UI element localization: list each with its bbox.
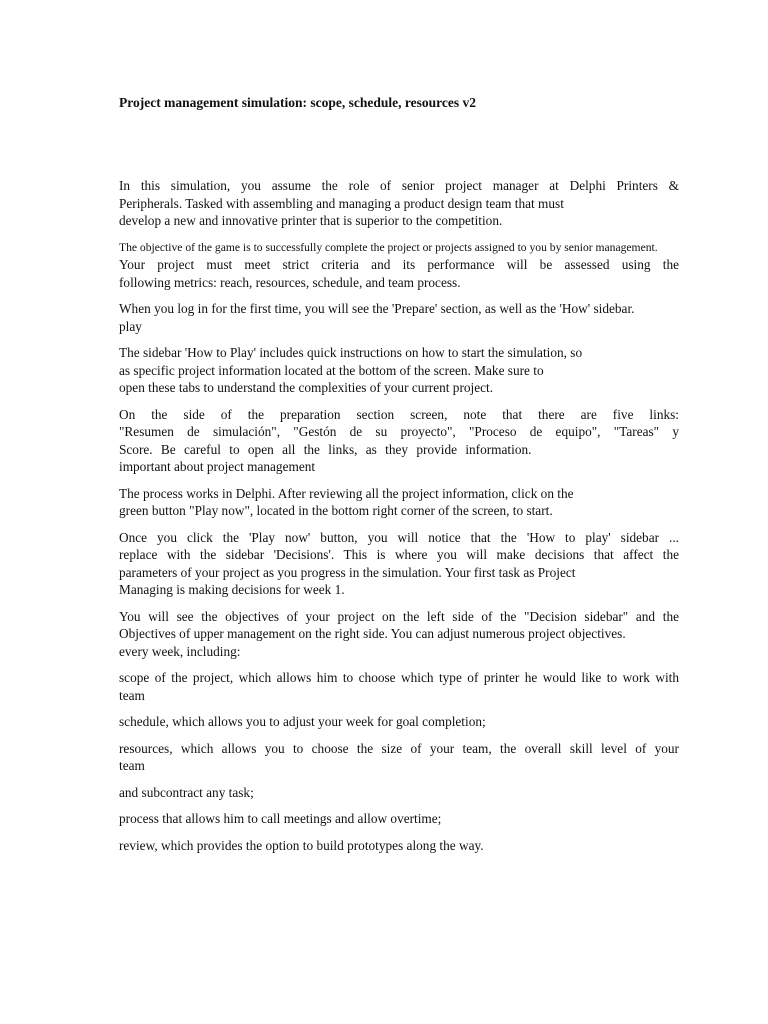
text-line: resources, which allows you to choose the size of your team, the overall skill level of your <box>119 740 679 756</box>
text-line: Your project must meet strict criteria and its performance will be assessed using the <box>119 257 679 272</box>
text-line: replace with the sidebar 'Decisions'. This is where you will make decisions that affect the <box>119 547 679 562</box>
text-line: review, which provides the option to build prototypes along the way. <box>119 837 484 853</box>
text-line: Peripherals. Tasked with assembling and managing a product design team that must <box>119 195 564 211</box>
text-line: Objectives of upper management on the right side. You can adjust numerous project objectives. <box>119 626 626 641</box>
text-line: Score. Be careful to open all the links, as they provide information. <box>119 441 532 457</box>
text-line: In this simulation, you assume the role of senior project manager at Delphi Printers & <box>119 178 679 193</box>
paragraph-scope <box>119 669 679 704</box>
paragraph-review <box>119 837 679 855</box>
document-body <box>119 177 679 854</box>
text-line: open these tabs to understand the complexities of your current project. <box>119 380 494 395</box>
text-line: play <box>119 318 142 334</box>
text-line: every week, including: <box>119 643 241 659</box>
text-line: important about project management <box>119 459 316 474</box>
text-line: The sidebar 'How to Play' includes quick instructions on how to start the simulation, so <box>119 345 583 360</box>
text-line: team <box>119 758 145 773</box>
text-line: Once you click the 'Play now' button, you will notice that the 'How to play' sidebar ... <box>119 529 679 545</box>
document-title: Project management simulation: scope, schedule, resources v2 <box>119 95 476 110</box>
text-line: scope of the project, which allows him to choose which type of printer he would like to work with <box>119 670 679 685</box>
text-line: develop a new and innovative printer that is superior to the competition. <box>119 213 503 228</box>
text-line: schedule, which allows you to adjust your week for goal completion; <box>119 714 486 729</box>
text-line: The process works in Delphi. After reviewing all the project information, click on the <box>119 485 574 501</box>
text-line: following metrics: reach, resources, schedule, and team process. <box>119 274 461 290</box>
paragraph-login <box>119 300 679 335</box>
paragraph-how-to-play <box>119 344 679 397</box>
text-line: as specific project information located at the bottom of the screen. Make sure to <box>119 362 544 378</box>
text-line: green button "Play now", located in the bottom right corner of the screen, to start. <box>119 503 553 518</box>
text-line: team <box>119 687 145 703</box>
text-line: On the side of the preparation section screen, note that there are five links: <box>119 406 679 422</box>
text-line: parameters of your project as you progress in the simulation. Your first task as Project <box>119 564 576 580</box>
text-line: When you log in for the first time, you will see the 'Prepare' section, as well as the 'How' sidebar. <box>119 301 635 316</box>
text-line: process that allows him to call meetings and allow overtime; <box>119 811 442 826</box>
paragraph-play-now <box>119 529 679 599</box>
text-line: "Resumen de simulación", "Gestón de su proyecto", "Proceso de equipo", "Tareas" y <box>119 424 679 439</box>
paragraph-links <box>119 406 679 476</box>
paragraph-schedule <box>119 713 679 731</box>
paragraph-process <box>119 485 679 520</box>
paragraph-objective <box>119 239 679 292</box>
paragraph-meetings <box>119 810 679 828</box>
paragraph-objectives <box>119 608 679 661</box>
text-line: and subcontract any task; <box>119 784 254 800</box>
paragraph-resources <box>119 740 679 775</box>
text-line: Managing is making decisions for week 1. <box>119 582 345 597</box>
paragraph-intro <box>119 177 679 230</box>
paragraph-subcontract <box>119 784 679 802</box>
text-line: You will see the objectives of your project on the left side of the "Decision sidebar" and the <box>119 608 679 624</box>
text-line: The objective of the game is to successfully complete the project or projects assigned to you by senior management. <box>119 240 658 254</box>
